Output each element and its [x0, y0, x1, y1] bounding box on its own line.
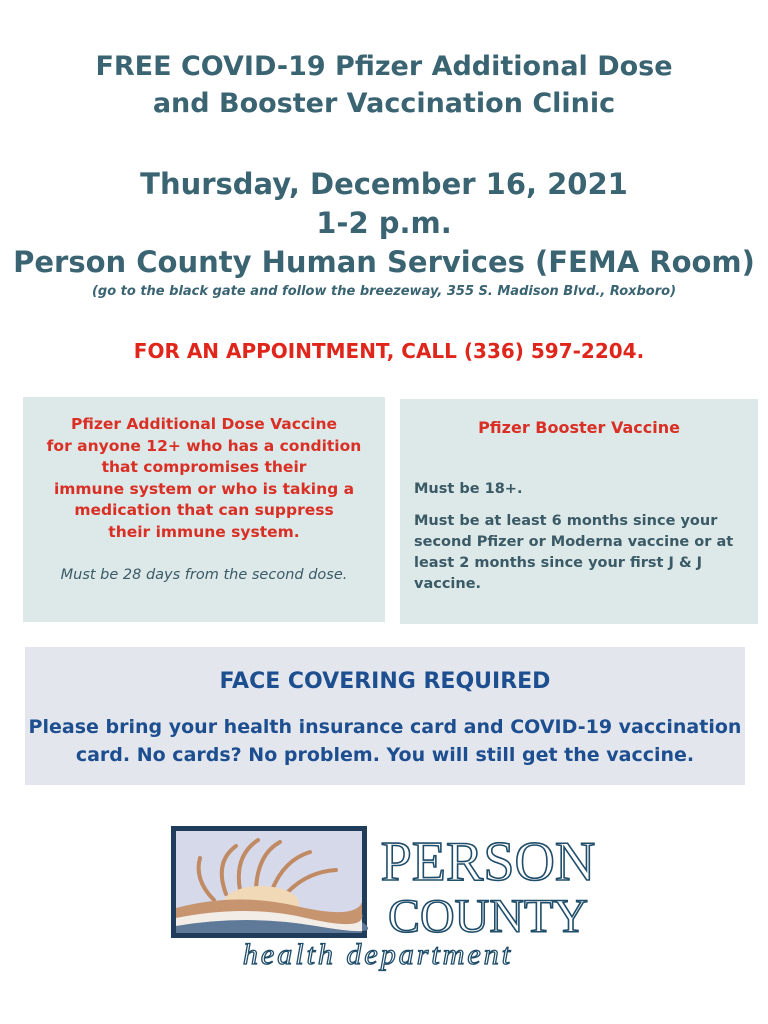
event-directions: (go to the black gate and follow the breezeway, 355 S. Madison Blvd., Roxboro): [91, 284, 677, 299]
booster-box: [400, 399, 758, 624]
event-details: [0, 165, 768, 282]
additional-dose-description: [23, 414, 385, 543]
appointment-call: FOR AN APPOINTMENT, CALL (336) 597-2204.: [133, 339, 645, 363]
additional-dose-line: their immune system.: [108, 522, 300, 541]
title-line-2: and Booster Vaccination Clinic: [152, 88, 616, 119]
face-covering-line: card. No cards? No problem. You will still get the vaccine.: [75, 744, 695, 766]
booster-timing-line: vaccine.: [414, 576, 482, 592]
face-covering-line: Please bring your health insurance card and COVID-19 vaccination: [28, 716, 742, 738]
additional-dose-line: for anyone 12+ who has a condition: [46, 436, 362, 455]
booster-timing: [414, 511, 754, 595]
logo-word-health-department: health department: [242, 938, 514, 971]
event-date: Thursday, December 16, 2021: [140, 167, 628, 201]
additional-dose-note: Must be 28 days from the second dose.: [60, 567, 348, 583]
event-time: 1-2 p.m.: [316, 206, 452, 240]
booster-age-requirement: Must be 18+.: [414, 481, 523, 497]
additional-dose-box: [23, 397, 385, 622]
title-line-1: FREE COVID-19 Pfizer Additional Dose: [95, 51, 673, 82]
event-location: Person County Human Services (FEMA Room): [13, 245, 755, 279]
booster-timing-line: Must be at least 6 months since your: [414, 513, 718, 529]
booster-timing-line: second Pfizer or Moderna vaccine or at: [414, 534, 734, 550]
additional-dose-line: medication that can suppress: [74, 501, 334, 519]
logo-word-person: PERSON: [380, 831, 596, 893]
booster-title: Pfizer Booster Vaccine: [478, 418, 680, 437]
flyer-title: [0, 48, 768, 122]
health-department-logo: [166, 822, 606, 972]
booster-timing-line: least 2 months since your first J & J: [414, 555, 703, 571]
additional-dose-line: that compromises their: [101, 458, 307, 476]
face-covering-title: FACE COVERING REQUIRED: [219, 669, 551, 694]
additional-dose-line: Pfizer Additional Dose Vaccine: [71, 415, 337, 433]
logo-word-county: COUNTY: [388, 890, 588, 943]
additional-dose-line: immune system or who is taking a: [53, 479, 355, 498]
face-covering-message: [25, 713, 745, 769]
face-covering-box: [25, 647, 745, 785]
